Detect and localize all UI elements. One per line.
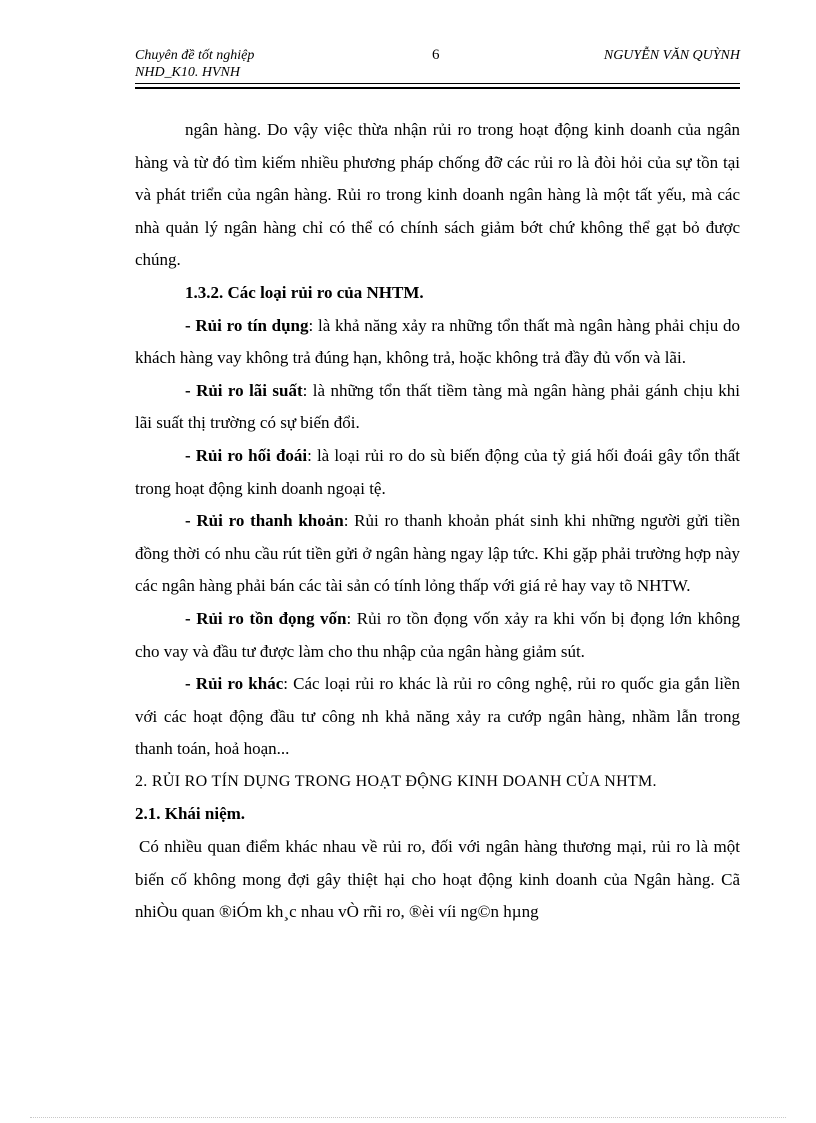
page-bottom-border <box>30 1117 786 1118</box>
paragraph-other-risk <box>135 668 740 766</box>
label-credit-risk: - Rủi ro tín dụng <box>185 315 309 335</box>
text-interest-risk: : là những tổn thất tiềm tàng mà ngân hàng phải gánh chịu khi lãi suất thị trường có sự biến đổi. <box>135 380 740 433</box>
label-liquidity-risk: - Rủi ro thanh khoản <box>185 511 344 531</box>
paragraph-credit-risk <box>135 310 740 375</box>
text-liquidity-risk: : Rủi ro thanh khoản phát sinh khi những người gửi tiền đồng thời có nhu cầu rút tiền gửi ở ngân hàng ngay lập tức. Khi gặp phải trường hợp này các ngân hàng phải bán các tài sản có tính lỏng thấp với giá rẻ hay vay tõ NHTW. <box>135 511 740 596</box>
header-author: NGUYỄN VĂN QUỲNH <box>603 48 740 63</box>
page-header <box>135 47 740 85</box>
heading-risk-types: 1.3.2. Các loại rủi ro của NHTM. <box>185 282 424 302</box>
paragraph-intro: ngân hàng. Do vậy việc thừa nhận rủi ro trong hoạt động kinh doanh của ngân hàng và từ đó tìm kiếm nhiều phương pháp chống đỡ các rủi ro là đòi hỏi của sự tồn tại và phát triển của ngân hàng. Rủi ro trong kinh doanh ngân hàng là một tất yếu, mà các nhà quản lý ngân hàng chỉ có thể có chính sách giảm bớt chứ không thể gạt bỏ được chúng. <box>135 120 740 270</box>
paragraph-stagnant-capital-risk <box>135 603 740 668</box>
header-thesis-title: Chuyên đề tốt nghiệp <box>135 48 255 63</box>
text-other-risk: : Các loại rủi ro khác là rủi ro công nghệ, rủi ro quốc gia gắn liền với các hoạt động đầu tư công nh khả năng xảy ra cướp ngân hàng, nhầm lẫn trong thanh toán, hoả hoạn... <box>135 674 740 759</box>
paragraph-liquidity-risk <box>135 505 740 603</box>
document-body <box>135 114 740 929</box>
label-fx-risk: - Rủi ro hối đoái <box>185 445 308 465</box>
text-credit-risk: : là khả năng xảy ra những tổn thất mà ngân hàng phải chịu do khách hàng vay không trả đúng hạn, không trả, hoặc không trả đầy đủ vốn và lãi. <box>135 315 740 368</box>
section-2-title: 2. RỦI RO TÍN DỤNG TRONG HOẠT ĐỘNG KINH DOANH CỦA NHTM. <box>135 772 657 790</box>
paragraph-fx-risk <box>135 440 740 505</box>
label-interest-risk: - Rủi ro lãi suất <box>185 380 303 400</box>
header-rule-thin <box>135 83 740 84</box>
paragraph-concept: Có nhiều quan điểm khác nhau về rủi ro, đối với ngân hàng thương mại, rủi ro là một biến cố không mong đợi gây thiệt hại cho hoạt động kinh doanh của Ngân hàng. Cã nhiÒu quan ®iÓm kh¸c nhau vÒ rñi ro, ®èi víi ng©n hµng <box>135 837 740 922</box>
page-number: 6 <box>432 47 440 63</box>
paragraph-interest-risk <box>135 375 740 440</box>
header-class-code: NHD_K10. HVNH <box>135 65 241 80</box>
label-other-risk: - Rủi ro khác <box>185 674 284 694</box>
header-rule-thick <box>135 87 740 89</box>
text-fx-risk: : là loại rủi ro do sù biến động của tỷ giá hối đoái gây tổn thất trong hoạt động kinh doanh ngoại tệ. <box>135 445 740 498</box>
text-stagnant-capital-risk: : Rủi ro tồn đọng vốn xảy ra khi vốn bị đọng lớn không cho vay và đầu tư được làm cho thu nhập của ngân hàng giảm sút. <box>135 608 740 661</box>
header-left <box>135 47 254 81</box>
label-stagnant-capital-risk: - Rủi ro tồn đọng vốn <box>185 608 347 628</box>
heading-concept: 2.1. Khái niệm. <box>135 804 246 824</box>
